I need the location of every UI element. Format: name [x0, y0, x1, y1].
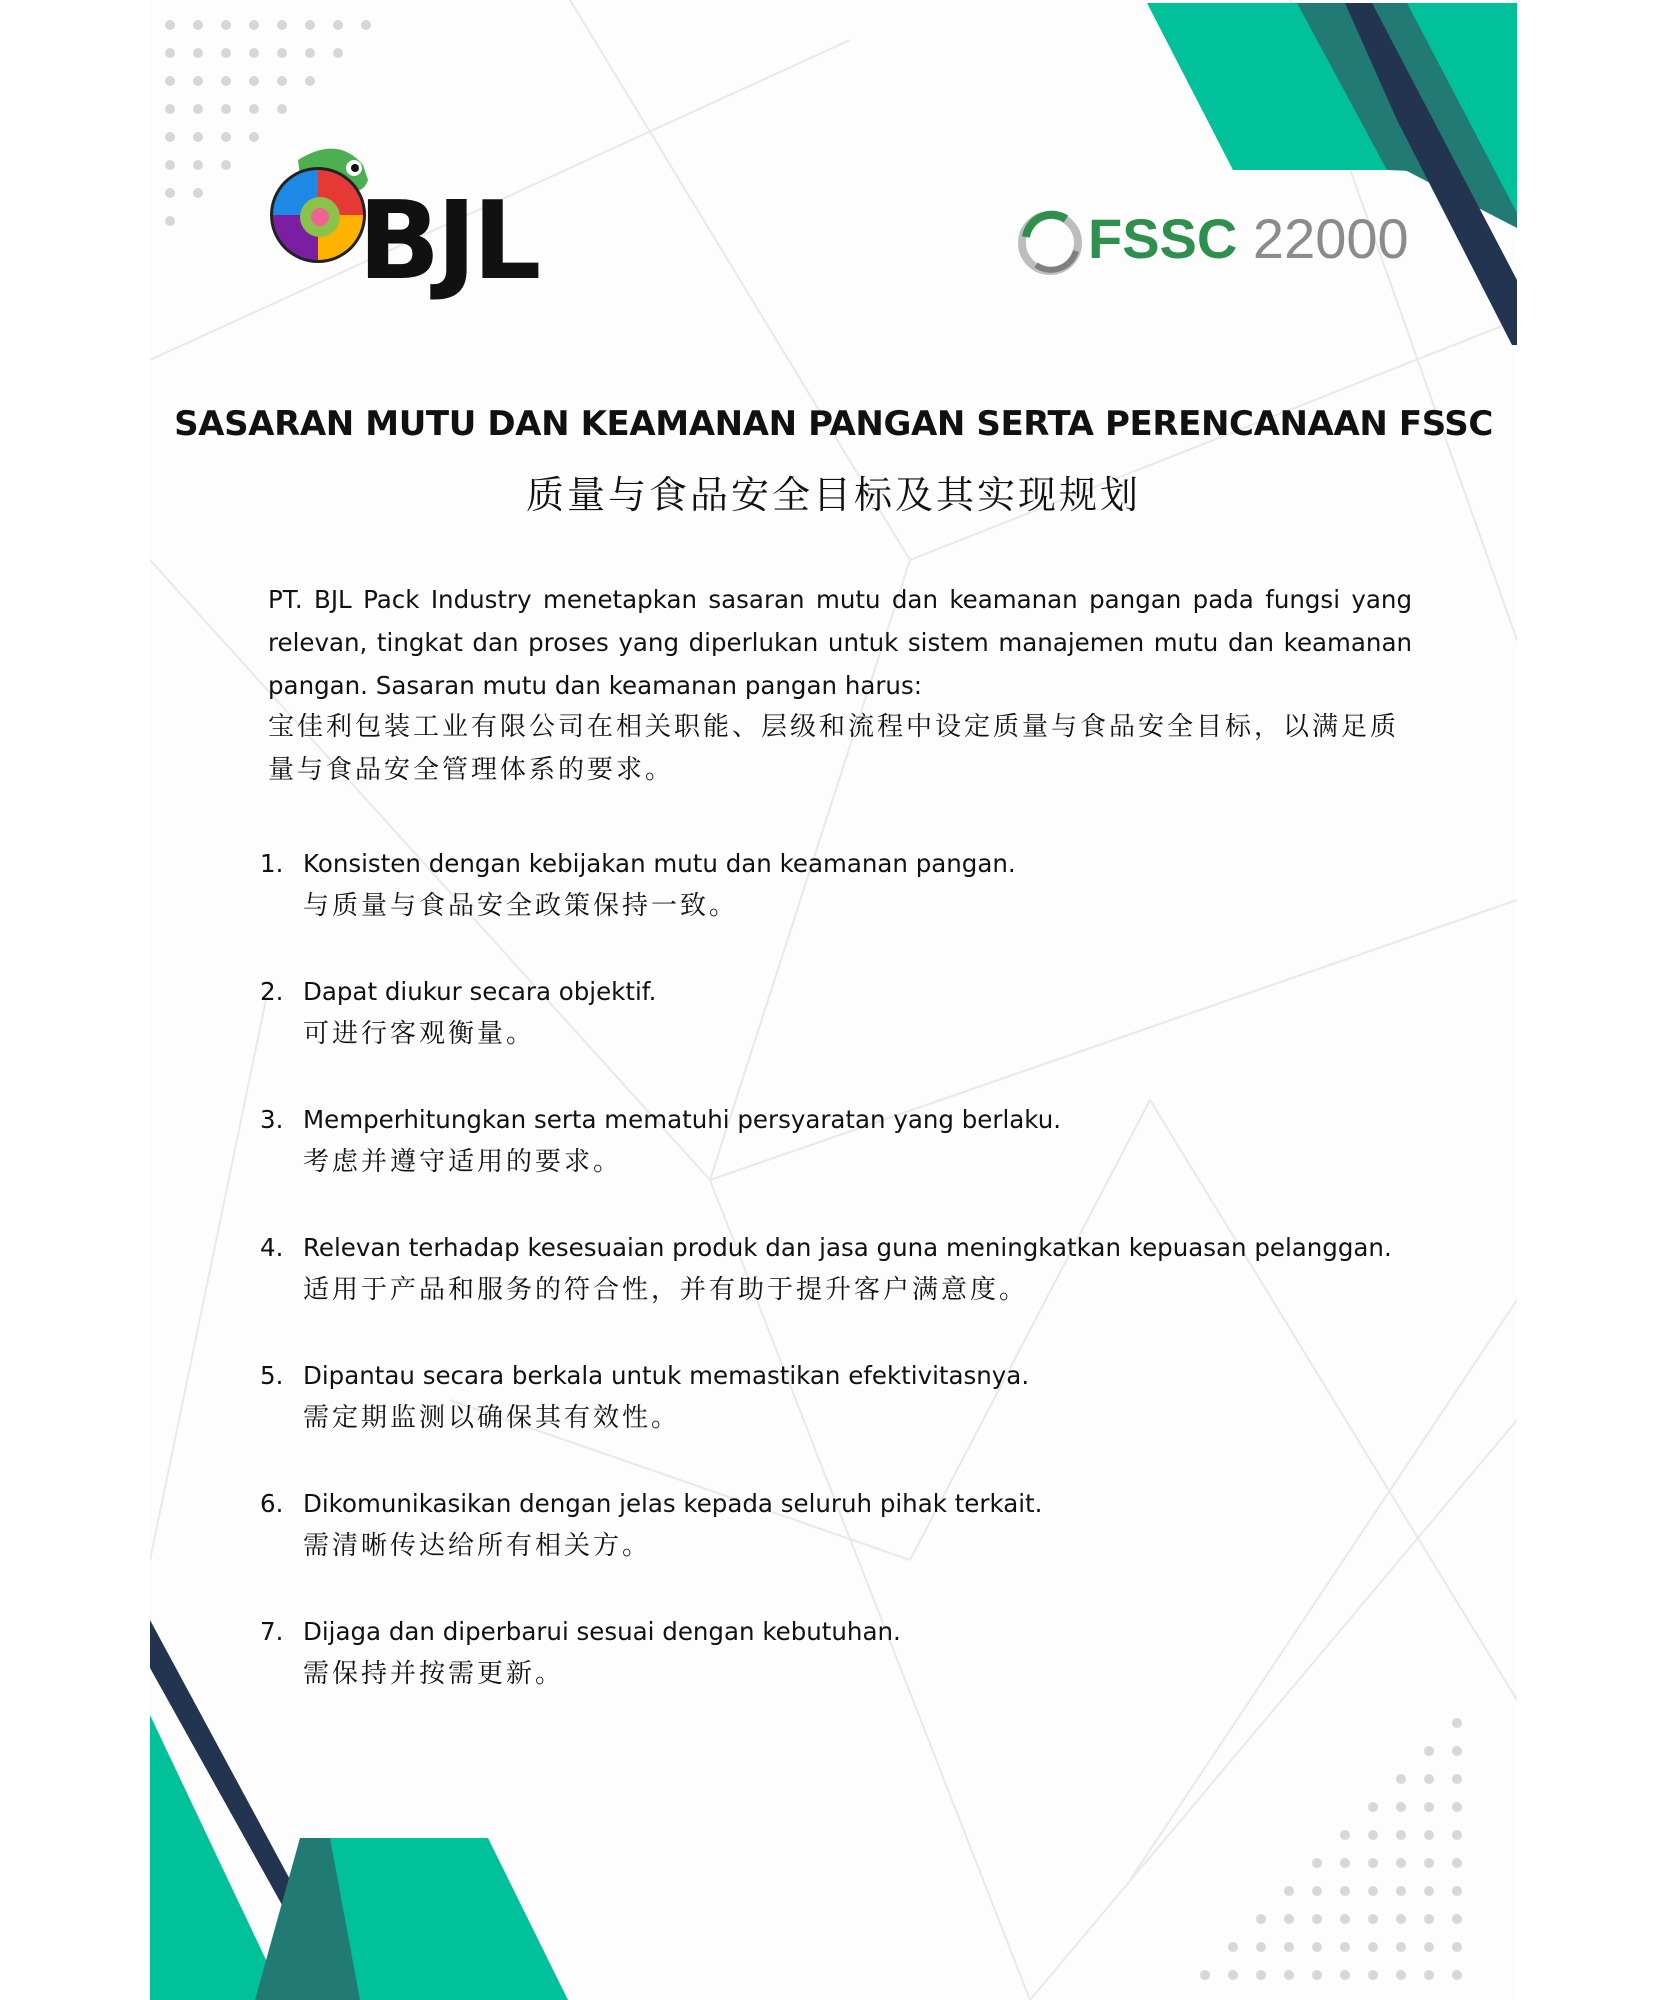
- decorative-dot: [1396, 1858, 1406, 1868]
- item-number: 1.: [260, 849, 284, 878]
- decorative-dot: [1452, 1914, 1462, 1924]
- decorative-dot: [221, 160, 231, 170]
- decorative-dot: [1312, 1858, 1322, 1868]
- decorative-dot: [1424, 1914, 1434, 1924]
- decorative-dot: [249, 20, 259, 30]
- decorative-dot: [277, 104, 287, 114]
- decorative-dot: [1424, 1802, 1434, 1812]
- decorative-dot: [305, 48, 315, 58]
- decorative-dot: [165, 20, 175, 30]
- decorative-dot: [1312, 1970, 1322, 1980]
- decorative-dot: [249, 48, 259, 58]
- decorative-dot: [1368, 1970, 1378, 1980]
- item-number: 2.: [260, 977, 284, 1006]
- decorative-dot: [1284, 1942, 1294, 1952]
- decorative-dot: [1396, 1886, 1406, 1896]
- decorative-dot: [1228, 1970, 1238, 1980]
- item-text: Relevan terhadap kesesuaian produk dan jasa guna meningkatkan kepuasan pelanggan.: [303, 1233, 1392, 1262]
- decorative-dot: [221, 20, 231, 30]
- decorative-dot: [1368, 1942, 1378, 1952]
- item-number: 7.: [260, 1617, 284, 1646]
- item-text-chinese: 考虑并遵守适用的要求。: [303, 1147, 623, 1177]
- list-item: [260, 1354, 1420, 1482]
- decorative-dot: [193, 76, 203, 86]
- item-text-chinese: 需保持并按需更新。: [303, 1659, 565, 1689]
- decorative-dot: [1424, 1774, 1434, 1784]
- corner-decoration-top-right: [1097, 0, 1517, 345]
- decorative-dot: [1368, 1858, 1378, 1868]
- item-text-chinese: 与质量与食品安全政策保持一致。: [303, 891, 739, 921]
- decorative-dot: [1284, 1914, 1294, 1924]
- decorative-dot: [249, 104, 259, 114]
- decorative-dot: [193, 104, 203, 114]
- decorative-dot: [221, 104, 231, 114]
- decorative-dot: [1396, 1942, 1406, 1952]
- item-text: Dikomunikasikan dengan jelas kepada seluruh pihak terkait.: [303, 1489, 1043, 1518]
- decorative-dot: [221, 132, 231, 142]
- decorative-dot: [1368, 1830, 1378, 1840]
- decorative-dot: [1340, 1858, 1350, 1868]
- decorative-dot: [1396, 1970, 1406, 1980]
- decorative-dot: [1340, 1886, 1350, 1896]
- decorative-dot: [1424, 1970, 1434, 1980]
- item-text: Dipantau secara berkala untuk memastikan efektivitasnya.: [303, 1361, 1030, 1390]
- decorative-dot: [277, 48, 287, 58]
- decorative-dot: [1396, 1830, 1406, 1840]
- list-item: [260, 842, 1420, 970]
- decorative-dot: [1368, 1802, 1378, 1812]
- decorative-dot: [305, 76, 315, 86]
- decorative-dot: [1424, 1886, 1434, 1896]
- decorative-dot: [1424, 1830, 1434, 1840]
- decorative-dot: [165, 48, 175, 58]
- decorative-dot: [249, 132, 259, 142]
- decorative-dot: [1452, 1886, 1462, 1896]
- item-text-chinese: 需清晰传达给所有相关方。: [303, 1531, 652, 1561]
- decorative-dot: [249, 76, 259, 86]
- decorative-dot: [193, 20, 203, 30]
- item-text-chinese: 可进行客观衡量。: [303, 1019, 536, 1049]
- item-text: Dijaga dan diperbarui sesuai dengan kebutuhan.: [303, 1617, 901, 1646]
- decorative-dot: [1452, 1970, 1462, 1980]
- document-title-chinese: 质量与食品安全目标及其实现规划: [525, 473, 1141, 517]
- item-text: Dapat diukur secara objektif.: [303, 977, 657, 1006]
- list-item: [260, 1610, 1420, 1738]
- decorative-dot: [1424, 1858, 1434, 1868]
- item-number: 6.: [260, 1489, 284, 1518]
- item-text-chinese: 适用于产品和服务的符合性，并有助于提升客户满意度。: [303, 1275, 1029, 1305]
- decorative-dot: [1424, 1746, 1434, 1756]
- decorative-dot: [1452, 1774, 1462, 1784]
- decorative-dot: [193, 188, 203, 198]
- decorative-dot: [193, 48, 203, 58]
- item-number: 5.: [260, 1361, 284, 1390]
- decorative-dot: [1340, 1914, 1350, 1924]
- decorative-dot: [1340, 1830, 1350, 1840]
- fssc-number: 22000: [1252, 207, 1409, 270]
- decorative-dot: [165, 188, 175, 198]
- decorative-dot: [165, 76, 175, 86]
- decorative-dot: [1396, 1774, 1406, 1784]
- list-item: [260, 1226, 1420, 1354]
- list-item: [260, 1098, 1420, 1226]
- decorative-dot: [277, 76, 287, 86]
- decorative-dot: [221, 48, 231, 58]
- fssc-brand: FSSC: [1088, 207, 1238, 270]
- decorative-dot: [165, 104, 175, 114]
- decorative-dot: [1284, 1886, 1294, 1896]
- decorative-dot: [1368, 1886, 1378, 1896]
- decorative-dot: [1452, 1942, 1462, 1952]
- intro-paragraph: PT. BJL Pack Industry menetapkan sasaran mutu dan keamanan pangan pada fungsi yang relevan, tingkat dan proses yang diperlukan untuk sistem manajemen mutu dan keamanan pangan. Sasaran mutu dan keamanan pangan harus:: [268, 585, 1412, 700]
- decorative-dot: [1256, 1942, 1266, 1952]
- decorative-dot: [1368, 1914, 1378, 1924]
- company-logo-text: BJL: [358, 179, 538, 304]
- decorative-dot: [221, 76, 231, 86]
- list-item: [260, 970, 1420, 1098]
- decorative-dot: [1256, 1970, 1266, 1980]
- document-title: SASARAN MUTU DAN KEAMANAN PANGAN SERTA PERENCANAAN FSSC: [174, 404, 1493, 444]
- decorative-dot: [1452, 1802, 1462, 1812]
- decorative-dot: [1452, 1718, 1462, 1728]
- decorative-dot: [1340, 1970, 1350, 1980]
- decorative-dot: [1340, 1942, 1350, 1952]
- item-number: 4.: [260, 1233, 284, 1262]
- item-text: Memperhitungkan serta mematuhi persyaratan yang berlaku.: [303, 1105, 1062, 1134]
- item-text: Konsisten dengan kebijakan mutu dan keamanan pangan.: [303, 849, 1016, 878]
- decorative-dot: [1256, 1914, 1266, 1924]
- decorative-dot: [1312, 1914, 1322, 1924]
- decorative-dot: [193, 160, 203, 170]
- decorative-dot: [1284, 1970, 1294, 1980]
- item-text-chinese: 需定期监测以确保其有效性。: [303, 1403, 681, 1433]
- intro-paragraph-chinese: 宝佳利包装工业有限公司在相关职能、层级和流程中设定质量与食品安全目标，以满足质量与食品安全管理体系的要求。: [268, 712, 1400, 785]
- decorative-dot: [1228, 1942, 1238, 1952]
- decorative-dot: [165, 216, 175, 226]
- decorative-dot: [1452, 1858, 1462, 1868]
- decorative-dot: [165, 132, 175, 142]
- decorative-dot: [165, 160, 175, 170]
- decorative-dot: [193, 132, 203, 142]
- decorative-dot: [333, 20, 343, 30]
- decorative-dot: [1452, 1746, 1462, 1756]
- fssc-swirl-icon: [1016, 207, 1084, 279]
- decorative-dot: [361, 20, 371, 30]
- decorative-dot: [1396, 1914, 1406, 1924]
- fssc-logo-text: [1088, 207, 1409, 270]
- objectives-list: [260, 842, 1420, 1738]
- decorative-dot: [1312, 1942, 1322, 1952]
- decorative-dot: [305, 20, 315, 30]
- decorative-dot: [1424, 1942, 1434, 1952]
- decorative-dot: [277, 20, 287, 30]
- item-number: 3.: [260, 1105, 284, 1134]
- decorative-dot: [1312, 1886, 1322, 1896]
- bjl-company-logo: [268, 140, 568, 310]
- decorative-dot: [1452, 1830, 1462, 1840]
- decorative-dot: [1396, 1802, 1406, 1812]
- decorative-dot: [1200, 1970, 1210, 1980]
- document-page: [150, 0, 1517, 2000]
- list-item: [260, 1482, 1420, 1610]
- decorative-dot: [333, 48, 343, 58]
